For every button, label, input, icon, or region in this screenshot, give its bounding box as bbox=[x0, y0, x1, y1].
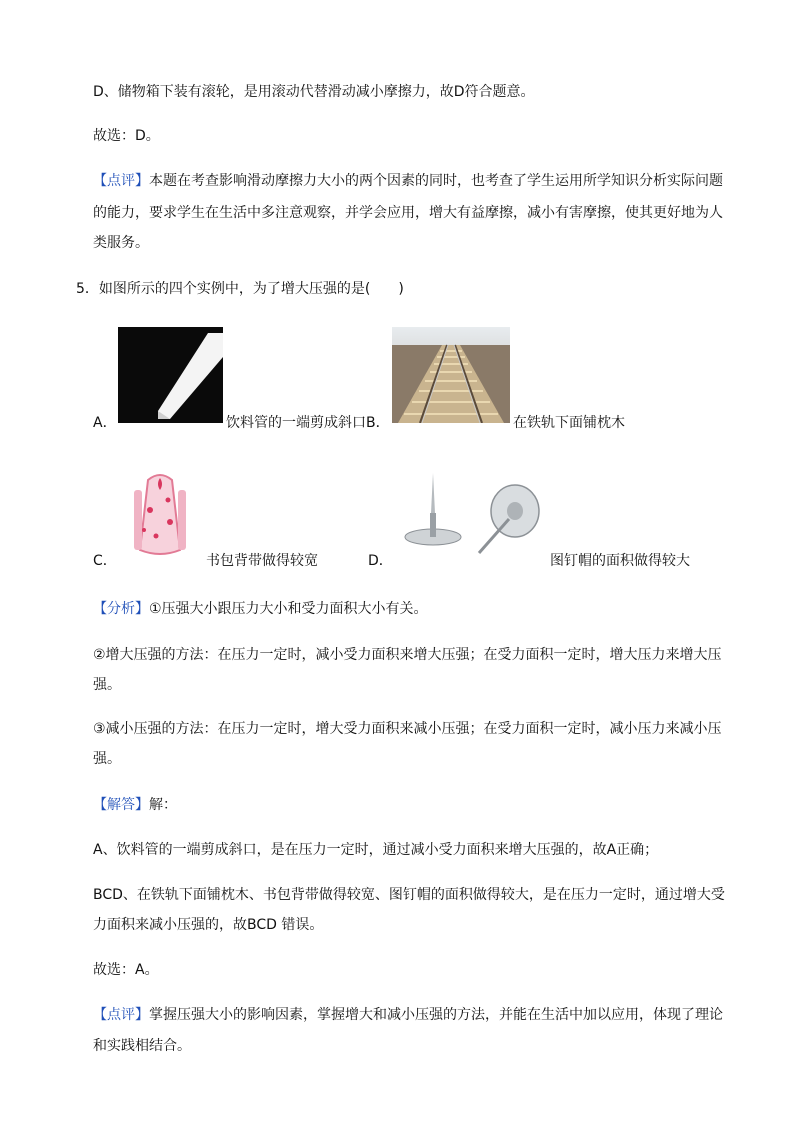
review-tag: 【点评】 bbox=[93, 1007, 149, 1023]
railway-sleepers-image bbox=[392, 327, 510, 423]
solution-tag: 【解答】 bbox=[93, 797, 149, 813]
solution-header: 【解答】解： bbox=[93, 797, 177, 813]
prev-comment-line-3: 类服务。 bbox=[93, 235, 149, 251]
analysis-line-4: ③减小压强的方法：在压力一定时，增大受力面积来减小压强；在受力面积一定时，减小压力来减小压 bbox=[93, 721, 722, 737]
solution-choice: 故选：A。 bbox=[93, 962, 159, 978]
option-a-letter: A． bbox=[93, 415, 117, 431]
option-d-letter: D． bbox=[368, 553, 393, 569]
prev-choice: 故选：D。 bbox=[93, 128, 160, 144]
option-a-text: 饮料管的一端剪成斜口B． bbox=[226, 415, 390, 431]
option-d-text: 图钉帽的面积做得较大 bbox=[550, 553, 690, 569]
solution-line-1: A、饮料管的一端剪成斜口，是在压力一定时，通过减小受力面积来增大压强的，故A正确； bbox=[93, 842, 659, 858]
analysis-line-1: 【分析】①压强大小跟压力大小和受力面积大小有关。 bbox=[93, 601, 428, 617]
question-stem: 5．如图所示的四个实例中，为了增大压强的是( ) bbox=[76, 281, 404, 297]
comment-tag: 【点评】 bbox=[93, 173, 149, 189]
solution-line-3: 力面积来减小压强的，故BCD 错误。 bbox=[93, 917, 324, 933]
backpack-image bbox=[120, 470, 200, 560]
straw-cut-image bbox=[118, 327, 223, 423]
option-c-letter: C． bbox=[93, 553, 117, 569]
prev-comment-line-1: 【点评】本题在考查影响滑动摩擦力大小的两个因素的同时，也考查了学生运用所学知识分析实际问题 bbox=[93, 173, 723, 189]
analysis-line-2: ②增大压强的方法：在压力一定时，减小受力面积来增大压强；在受力面积一定时，增大压力来增大压 bbox=[93, 647, 722, 663]
prev-option-d: D、储物箱下装有滚轮，是用滚动代替滑动减小摩擦力，故D符合题意。 bbox=[93, 84, 535, 100]
solution-line-2: BCD、在铁轨下面铺枕木、书包背带做得较宽、图钉帽的面积做得较大，是在压力一定时，通过增大受 bbox=[93, 887, 725, 903]
analysis-line-3: 强。 bbox=[93, 677, 121, 693]
review-line-1: 【点评】掌握压强大小的影响因素，掌握增大和减小压强的方法，并能在生活中加以应用，体现了理论 bbox=[93, 1007, 723, 1023]
prev-comment-line-2: 的能力，要求学生在生活中多注意观察，并学会应用，增大有益摩擦，减小有害摩擦，使其更好地为人 bbox=[93, 205, 723, 221]
thumbtack-image bbox=[397, 467, 547, 559]
analysis-tag: 【分析】 bbox=[93, 601, 149, 617]
review-line-2: 和实践相结合。 bbox=[93, 1038, 191, 1054]
option-c-text: 书包背带做得较宽 bbox=[206, 553, 318, 569]
analysis-line-5: 强。 bbox=[93, 751, 121, 767]
option-b-text: 在铁轨下面铺枕木 bbox=[513, 415, 625, 431]
